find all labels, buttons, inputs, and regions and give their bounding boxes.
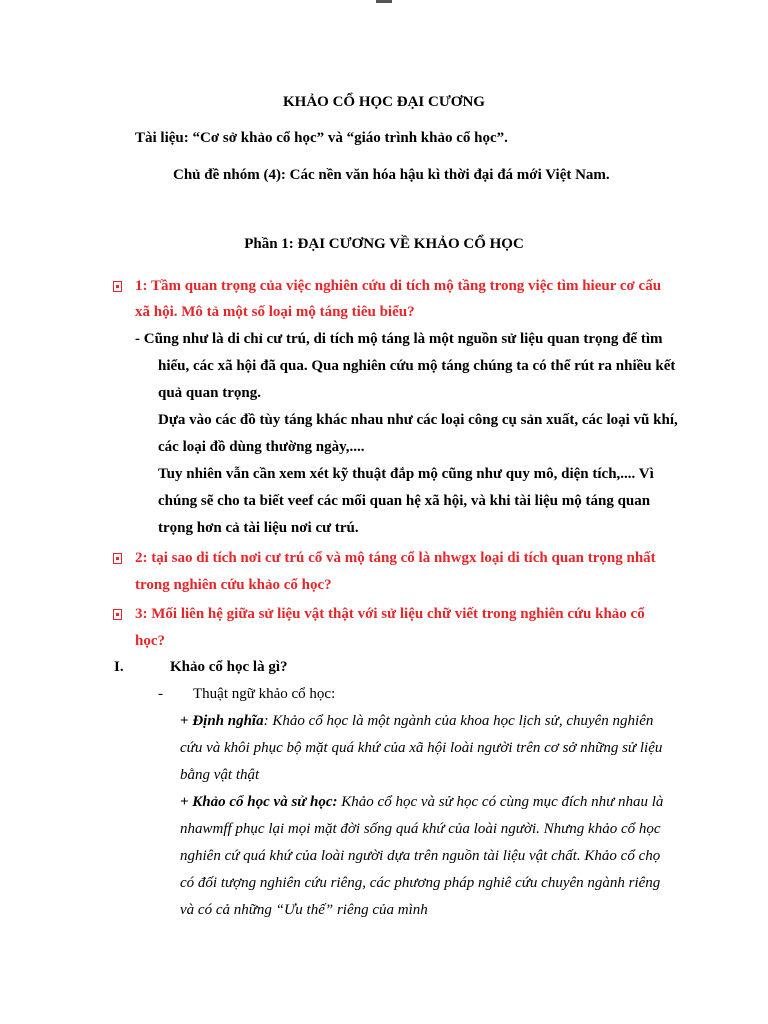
definition-line2: cứu và khôi phục bộ mặt quá khứ của xã hội loài người trên cơ sở những sử liệu <box>180 740 663 756</box>
question-2-line2: trong nghiên cứu khảo cổ học? <box>135 577 332 593</box>
answer-1-p1-line2: hiểu, các xã hội đã qua. Qua nghiên cứu mộ táng chúng ta có thể rút ra nhiều kết <box>158 358 676 374</box>
question-marker-icon <box>113 553 122 564</box>
definition-text: : Khảo cổ học là một ngành của khoa học lịch sử, chuyên nghiên <box>263 713 654 729</box>
reference-line: Tài liệu: “Cơ sở khảo cổ học” và “giáo trình khảo cổ học”. <box>135 130 508 146</box>
answer-1-p3-line2: chúng sẽ cho ta biết veef các mối quan hệ xã hội, và khi tài liệu mộ táng quan <box>158 493 651 509</box>
relation-label: + Khảo cổ học và sử học: <box>180 794 338 810</box>
question-3-line2: học? <box>135 633 165 649</box>
question-3-line1: 3: Mối liên hệ giữa sử liệu vật thật với sử liệu chữ viết trong nghiên cứu khảo cổ <box>135 606 645 622</box>
question-2-line1: 2: tại sao di tích nơi cư trú cổ và mộ táng cổ là nhwgx loại di tích quan trọng nhất <box>135 550 656 566</box>
answer-1-p3-line3: trọng hơn cả tài liệu nơi cư trú. <box>158 520 359 536</box>
definition-line1 <box>180 711 653 731</box>
answer-1-p2-line2: các loại đồ dùng thường ngày,.... <box>158 439 365 455</box>
term-dash: - <box>158 686 163 702</box>
relation-line2: nhawmff phục lại mọi mặt đời sống quá khứ của loài người. Nhưng khảo cổ học <box>180 821 661 837</box>
definition-label: Định nghĩa <box>192 713 264 729</box>
section-I-numeral: I. <box>114 659 124 675</box>
relation-line4: có đối tượng nghiên cứu riêng, các phương pháp nghiê cứu chuyên ngành riêng <box>180 875 661 891</box>
question-1-line1: 1: Tầm quan trọng của việc nghiên cứu di tích mộ tầng trong việc tìm hieur cơ cấu <box>135 278 662 294</box>
document-title: KHẢO CỔ HỌC ĐẠI CƯƠNG <box>283 94 485 110</box>
relation-line1 <box>180 792 663 812</box>
relation-text: Khảo cổ học và sử học có cùng mục đích như nhau là <box>337 794 664 810</box>
question-1-line2: xã hội. Mô tả một số loại mộ táng tiêu biểu? <box>135 304 415 320</box>
relation-line5: và có cả những “Ưu thế” riêng của mình <box>180 902 428 918</box>
definition-prefix: + <box>180 713 193 729</box>
term-label: Thuật ngữ khảo cổ học: <box>193 686 336 702</box>
question-marker-icon <box>113 281 122 292</box>
relation-line3: nghiên cứ quá khứ của loài người dựa trên nguồn tài liệu vật chất. Khảo cổ chọ <box>180 848 661 864</box>
topic-line: Chủ đề nhóm (4): Các nền văn hóa hậu kì thời đại đá mới Việt Nam. <box>173 167 610 183</box>
question-marker-icon <box>113 609 122 620</box>
section1-title: Phần 1: ĐẠI CƯƠNG VỀ KHẢO CỔ HỌC <box>244 236 524 252</box>
answer-1-p2-line1: Dựa vào các đồ tùy táng khác nhau như các loại công cụ sản xuất, các loại vũ khí, <box>158 412 678 428</box>
section-I-heading: Khảo cổ học là gì? <box>170 659 288 675</box>
answer-1-p3-line1: Tuy nhiên vẫn cần xem xét kỹ thuật đắp mộ cũng như quy mô, diện tích,.... Vì <box>158 466 654 482</box>
answer-1-p1-line1: - Cũng như là di chỉ cư trú, di tích mộ táng là một nguồn sử liệu quan trọng để tìm <box>135 331 663 347</box>
answer-1-p1-line3: quả quan trọng. <box>158 385 261 401</box>
definition-line3: bằng vật thật <box>180 767 260 783</box>
